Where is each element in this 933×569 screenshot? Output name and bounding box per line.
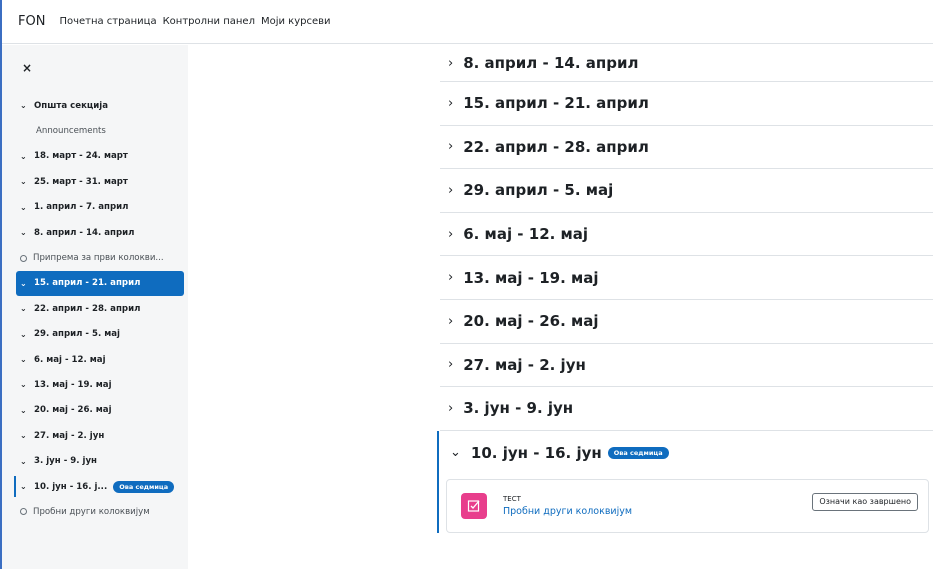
site-brand[interactable]: FON	[18, 14, 46, 29]
chevron-right-icon[interactable]: ›	[448, 270, 454, 286]
course-index-section[interactable]	[2, 195, 188, 220]
activity-card	[446, 479, 929, 533]
course-index-label: 18. март - 24. март	[34, 151, 128, 162]
course-index-section[interactable]	[2, 296, 188, 321]
course-index-section[interactable]	[2, 144, 188, 169]
chevron-right-icon[interactable]: ›	[448, 139, 454, 155]
course-content	[440, 45, 933, 547]
course-section[interactable]	[440, 45, 933, 82]
course-index-section[interactable]	[16, 271, 184, 296]
course-index-activity[interactable]	[2, 245, 188, 270]
chevron-down-icon[interactable]: ⌄	[20, 456, 27, 466]
section-title[interactable]: 29. април - 5. мај	[463, 181, 614, 200]
course-index-section[interactable]	[2, 322, 188, 347]
chevron-down-icon[interactable]: ⌄	[20, 101, 27, 111]
course-index	[2, 93, 188, 525]
section-title[interactable]: 27. мај - 2. јун	[463, 355, 586, 374]
chevron-down-icon[interactable]: ⌄	[20, 304, 27, 314]
course-section[interactable]	[440, 82, 933, 126]
course-index-section[interactable]	[2, 398, 188, 423]
course-index-activity[interactable]	[2, 118, 188, 143]
chevron-down-icon[interactable]: ⌄	[20, 431, 27, 441]
current-section-title[interactable]: 10. јун - 16. јун	[470, 443, 602, 462]
course-section[interactable]	[440, 256, 933, 300]
course-index-label: Општа секција	[34, 100, 109, 111]
chevron-down-icon[interactable]: ⌄	[20, 278, 27, 288]
course-index-section[interactable]	[2, 169, 188, 194]
course-index-label: 6. мај - 12. мај	[34, 354, 106, 365]
course-index-section[interactable]	[2, 93, 188, 118]
course-index-label: 29. април - 5. мај	[34, 329, 120, 340]
nav-link-home[interactable]: Почетна страница	[59, 16, 157, 27]
chevron-down-icon[interactable]: ⌄	[20, 355, 27, 365]
course-index-label: 3. јун - 9. јун	[34, 456, 97, 467]
section-title[interactable]: 15. април - 21. април	[463, 94, 649, 113]
activity-link[interactable]: Пробни други колоквијум	[503, 505, 633, 517]
course-index-section[interactable]	[2, 448, 188, 473]
course-index-label: 27. мај - 2. јун	[34, 430, 105, 441]
section-title[interactable]: 20. мај - 26. мај	[463, 312, 599, 331]
course-index-label: Пробни други колоквијум	[33, 506, 150, 517]
chevron-down-icon[interactable]: ⌄	[20, 380, 27, 390]
chevron-down-icon[interactable]: ⌄	[20, 177, 27, 187]
top-navbar	[2, 0, 933, 44]
chevron-down-icon[interactable]: ⌄	[20, 228, 27, 238]
chevron-right-icon[interactable]: ›	[448, 55, 454, 71]
course-section[interactable]	[440, 169, 933, 213]
nav-link-my-courses[interactable]: Моји курсеви	[260, 16, 331, 27]
course-section[interactable]	[440, 300, 933, 344]
chevron-down-icon[interactable]: ⌄	[450, 445, 461, 461]
course-section[interactable]	[440, 126, 933, 170]
course-index-label: 25. март - 31. март	[34, 176, 128, 187]
section-title[interactable]: 22. април - 28. април	[463, 137, 649, 156]
course-index-section[interactable]	[2, 474, 188, 499]
chevron-down-icon[interactable]: ⌄	[20, 202, 27, 212]
section-title[interactable]: 13. мај - 19. мај	[463, 268, 599, 287]
chevron-down-icon[interactable]: ⌄	[20, 329, 27, 339]
course-index-activity[interactable]	[2, 499, 188, 524]
course-index-label: 13. мај - 19. мај	[34, 379, 112, 390]
course-section[interactable]	[440, 213, 933, 257]
course-index-label: 22. април - 28. април	[34, 303, 141, 314]
close-drawer-icon[interactable]: ×	[22, 61, 33, 75]
chevron-right-icon[interactable]: ›	[448, 313, 454, 329]
chevron-right-icon[interactable]: ›	[448, 400, 454, 416]
chevron-down-icon[interactable]: ⌄	[20, 482, 27, 492]
section-title[interactable]: 8. април - 14. април	[463, 54, 639, 72]
section-title[interactable]: 6. мај - 12. мај	[463, 225, 589, 244]
course-index-label: Announcements	[36, 126, 106, 137]
completion-circle-icon	[20, 508, 27, 515]
mark-as-done-button[interactable]: Означи као завршено	[812, 493, 918, 511]
this-week-badge: Ова седмица	[608, 447, 669, 459]
course-index-section[interactable]	[2, 423, 188, 448]
chevron-right-icon[interactable]: ›	[448, 226, 454, 242]
nav-link-dashboard[interactable]: Контролни панел	[162, 16, 255, 27]
section-title[interactable]: 3. јун - 9. јун	[463, 399, 574, 418]
chevron-right-icon[interactable]: ›	[448, 182, 454, 198]
course-index-section[interactable]	[2, 220, 188, 245]
current-section	[437, 431, 933, 533]
current-section-header[interactable]	[442, 431, 933, 475]
completion-circle-icon	[20, 255, 27, 262]
this-week-badge: Ова седмица	[113, 481, 174, 493]
course-index-label: 10. јун - 16. ј...	[34, 481, 108, 492]
course-index-label: 1. април - 7. април	[34, 202, 129, 213]
activity-type-label: ТЕСТ	[503, 494, 521, 503]
course-index-label: Припрема за први колокви...	[33, 253, 164, 264]
chevron-right-icon[interactable]: ›	[448, 357, 454, 373]
course-index-drawer	[2, 45, 188, 569]
course-section[interactable]	[440, 387, 933, 431]
course-index-label: 15. април - 21. април	[34, 278, 141, 289]
course-index-label: 20. мај - 26. мај	[34, 405, 112, 416]
course-index-section[interactable]	[2, 347, 188, 372]
course-section[interactable]	[440, 344, 933, 388]
chevron-down-icon[interactable]: ⌄	[20, 405, 27, 415]
course-index-label: 8. април - 14. април	[34, 227, 135, 238]
chevron-down-icon[interactable]: ⌄	[20, 151, 27, 161]
quiz-icon[interactable]	[461, 493, 487, 519]
chevron-right-icon[interactable]: ›	[448, 95, 454, 111]
course-index-section[interactable]	[2, 372, 188, 397]
